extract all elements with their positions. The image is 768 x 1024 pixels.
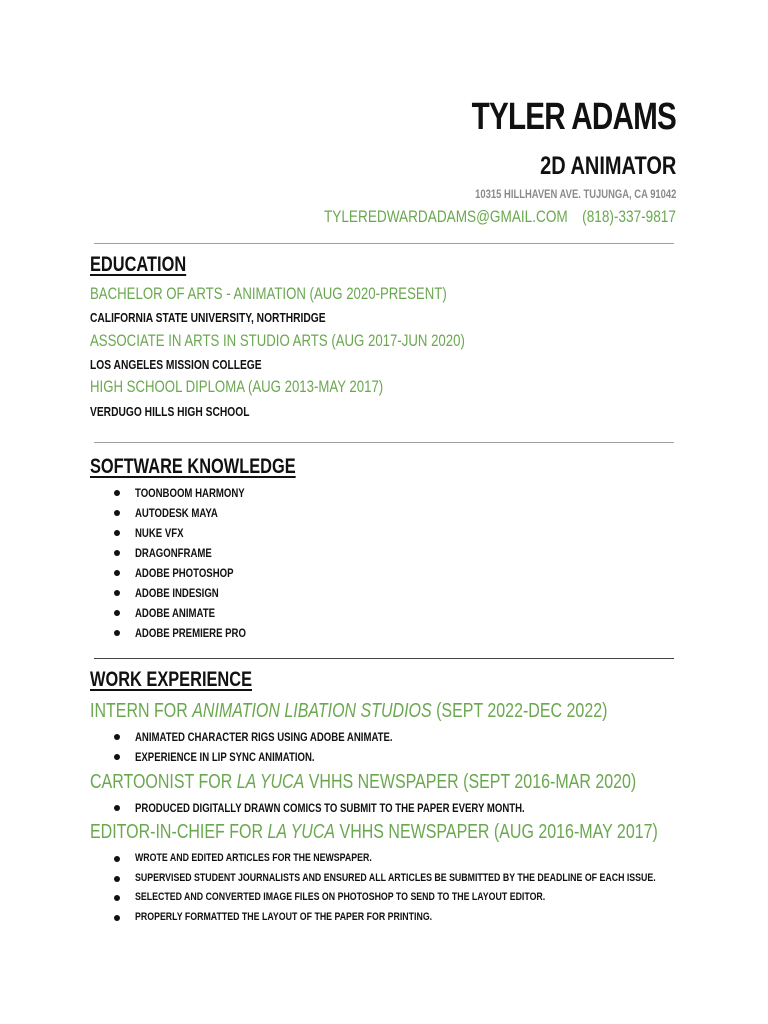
- education-school: CALIFORNIA STATE UNIVERSITY, NORTHRIDGE: [90, 311, 326, 325]
- bullet-icon: [114, 876, 120, 882]
- bullet-icon: [114, 590, 120, 596]
- divider: [94, 442, 674, 443]
- company-name: LA YUCA: [267, 821, 336, 843]
- bullet-icon: [114, 915, 120, 921]
- company-name: ANIMATION LIBATION STUDIOS: [192, 700, 432, 722]
- bullet-icon: [114, 630, 120, 636]
- divider: [94, 243, 674, 244]
- education-heading: EDUCATION: [90, 253, 187, 276]
- bullet-icon: [114, 895, 120, 901]
- resume-name: TYLER ADAMS: [471, 96, 676, 138]
- bullet-icon: [114, 490, 120, 496]
- work-heading: WORK EXPERIENCE: [90, 668, 253, 691]
- divider: [94, 658, 674, 659]
- bullet-icon: [114, 550, 120, 556]
- bullet-icon: [114, 510, 120, 516]
- education-degree: BACHELOR OF ARTS - ANIMATION (AUG 2020-PRESENT): [90, 285, 447, 303]
- bullet-icon: [114, 734, 120, 740]
- email-link[interactable]: TYLEREDWARDADAMS@GMAIL.COM: [324, 207, 568, 226]
- address: 10315 HILLHAVEN AVE. TUJUNGA, CA 91042: [474, 189, 676, 201]
- software-heading: SOFTWARE KNOWLEDGE: [90, 455, 296, 478]
- bullet-icon: [114, 530, 120, 536]
- job-heading: EDITOR-IN-CHIEF FOR LA YUCA VHHS NEWSPAPER (AUG 2016-MAY 2017): [90, 821, 658, 843]
- phone-number: (818)-337-9817: [582, 207, 676, 226]
- education-degree: ASSOCIATE IN ARTS IN STUDIO ARTS (AUG 2017-JUN 2020): [90, 332, 465, 350]
- job-heading: CARTOONIST FOR LA YUCA VHHS NEWSPAPER (SEPT 2016-MAR 2020): [90, 771, 637, 793]
- education-school: LOS ANGELES MISSION COLLEGE: [90, 358, 262, 372]
- job-title: 2D ANIMATOR: [539, 152, 676, 180]
- bullet-icon: [114, 856, 120, 862]
- education-degree: HIGH SCHOOL DIPLOMA (AUG 2013-MAY 2017): [90, 378, 384, 396]
- bullet-icon: [114, 805, 120, 811]
- job-heading: INTERN FOR ANIMATION LIBATION STUDIOS (SEPT 2022-DEC 2022): [90, 700, 608, 722]
- education-school: VERDUGO HILLS HIGH SCHOOL: [90, 405, 250, 419]
- contact-line: [324, 207, 676, 227]
- company-name: LA YUCA: [236, 771, 305, 793]
- bullet-icon: [114, 610, 120, 616]
- bullet-icon: [114, 570, 120, 576]
- bullet-icon: [114, 754, 120, 760]
